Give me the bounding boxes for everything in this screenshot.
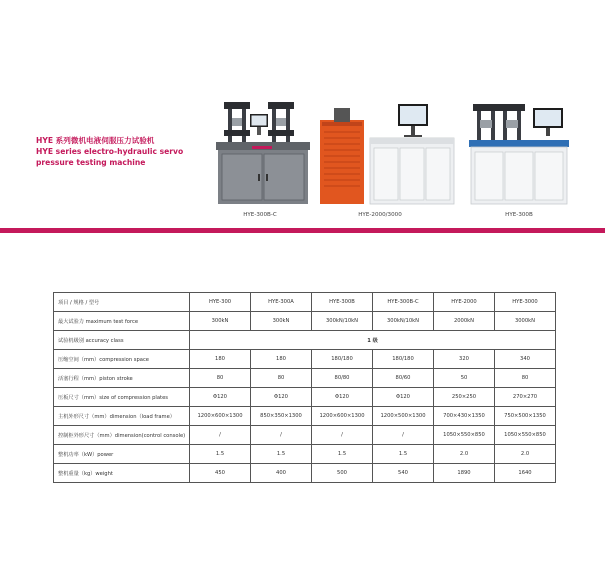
table-cell: 3000kN: [495, 312, 556, 331]
table-row: [54, 388, 556, 407]
table-cell: Φ120: [312, 388, 373, 407]
table-cell: 1.5: [373, 445, 434, 464]
table-row: [54, 464, 556, 483]
table-cell: 1200×600×1300: [190, 407, 251, 426]
row-label: 压缩空间（mm）compression space: [54, 350, 190, 369]
table-cell: 80: [495, 369, 556, 388]
product-caption-1: HYE-300B-C: [243, 212, 277, 218]
table-cell: 1.5: [251, 445, 312, 464]
table-row: [54, 369, 556, 388]
title-chinese: HYE 系列微机电液伺服压力试验机: [36, 136, 155, 145]
table-cell: 250×250: [434, 388, 495, 407]
table-cell: 700×430×1350: [434, 407, 495, 426]
table-cell: 50: [434, 369, 495, 388]
table-row: [54, 331, 556, 350]
product-caption-2: HYE-2000/3000: [358, 212, 402, 218]
table-cell: 1200×500×1300: [373, 407, 434, 426]
header-cell-model: HYE-300: [190, 293, 251, 312]
table-cell: 180/180: [312, 350, 373, 369]
table-cell: 80/80: [312, 369, 373, 388]
table-cell: 1890: [434, 464, 495, 483]
table-cell: 2000kN: [434, 312, 495, 331]
table-cell: 540: [373, 464, 434, 483]
table-row: [54, 312, 556, 331]
table-cell: 1050×550×850: [495, 426, 556, 445]
title-english-line-1: HYE series electro-hydraulic servo: [36, 147, 184, 156]
table-cell: 300kN: [251, 312, 312, 331]
table-row: [54, 350, 556, 369]
table-cell: 320: [434, 350, 495, 369]
table-cell: 1200×600×1300: [312, 407, 373, 426]
table-cell: 2.0: [434, 445, 495, 464]
table-cell: 180: [251, 350, 312, 369]
row-label: 整机重量（kg）weight: [54, 464, 190, 483]
row-label: 活塞行程（mm）piston stroke: [54, 369, 190, 388]
table-cell: 750×500×1350: [495, 407, 556, 426]
header-cell-model: HYE-300B: [312, 293, 373, 312]
row-label: 整机功率（kW）power: [54, 445, 190, 464]
table-cell: /: [251, 426, 312, 445]
product-image-hye-300b: [463, 98, 575, 206]
table-cell: 2.0: [495, 445, 556, 464]
title-english-line-2: pressure testing machine: [36, 158, 146, 167]
table-cell: 1640: [495, 464, 556, 483]
table-row: [54, 426, 556, 445]
table-cell: 400: [251, 464, 312, 483]
table-cell: /: [312, 426, 373, 445]
accent-divider-band: [0, 228, 605, 233]
table-cell: 80: [190, 369, 251, 388]
table-cell: 300kN/10kN: [312, 312, 373, 331]
header-cell-item: 项目 / 规格 / 型号: [54, 293, 190, 312]
product-caption-3: HYE-300B: [505, 212, 533, 218]
table-cell: 1.5: [190, 445, 251, 464]
table-cell: 450: [190, 464, 251, 483]
table-cell: 300kN: [190, 312, 251, 331]
table-cell: 850×350×1300: [251, 407, 312, 426]
table-row: [54, 445, 556, 464]
table-cell: /: [190, 426, 251, 445]
table-cell: 80: [251, 369, 312, 388]
table-row: [54, 407, 556, 426]
table-cell: 500: [312, 464, 373, 483]
catalog-title: [36, 135, 216, 168]
table-cell: Φ120: [190, 388, 251, 407]
table-cell: Φ120: [251, 388, 312, 407]
table-cell: 300kN/10kN: [373, 312, 434, 331]
product-image-hye-300b-c: [208, 98, 318, 206]
header-cell-model: HYE-300A: [251, 293, 312, 312]
header-cell-model: HYE-3000: [495, 293, 556, 312]
table-cell-merged: 1 级: [190, 331, 556, 350]
table-cell: 80/60: [373, 369, 434, 388]
specification-table: [53, 292, 556, 483]
header-cell-model: HYE-300B-C: [373, 293, 434, 312]
table-cell: 270×270: [495, 388, 556, 407]
table-cell: 180/180: [373, 350, 434, 369]
table-header-row: [54, 293, 556, 312]
table-cell: 180: [190, 350, 251, 369]
row-label: 试验机级别 accuracy class: [54, 331, 190, 350]
row-label: 控制柜外形尺寸（mm）dimension(control console): [54, 426, 190, 445]
header-cell-model: HYE-2000: [434, 293, 495, 312]
row-label: 压板尺寸（mm）size of compression plates: [54, 388, 190, 407]
row-label: 最大试验力 maximum test force: [54, 312, 190, 331]
row-label: 主机外形尺寸（mm）dimension（load frame）: [54, 407, 190, 426]
product-image-hye-2000-3000: [318, 98, 458, 206]
table-cell: /: [373, 426, 434, 445]
table-cell: 1050×550×850: [434, 426, 495, 445]
table-cell: Φ120: [373, 388, 434, 407]
table-cell: 340: [495, 350, 556, 369]
table-cell: 1.5: [312, 445, 373, 464]
